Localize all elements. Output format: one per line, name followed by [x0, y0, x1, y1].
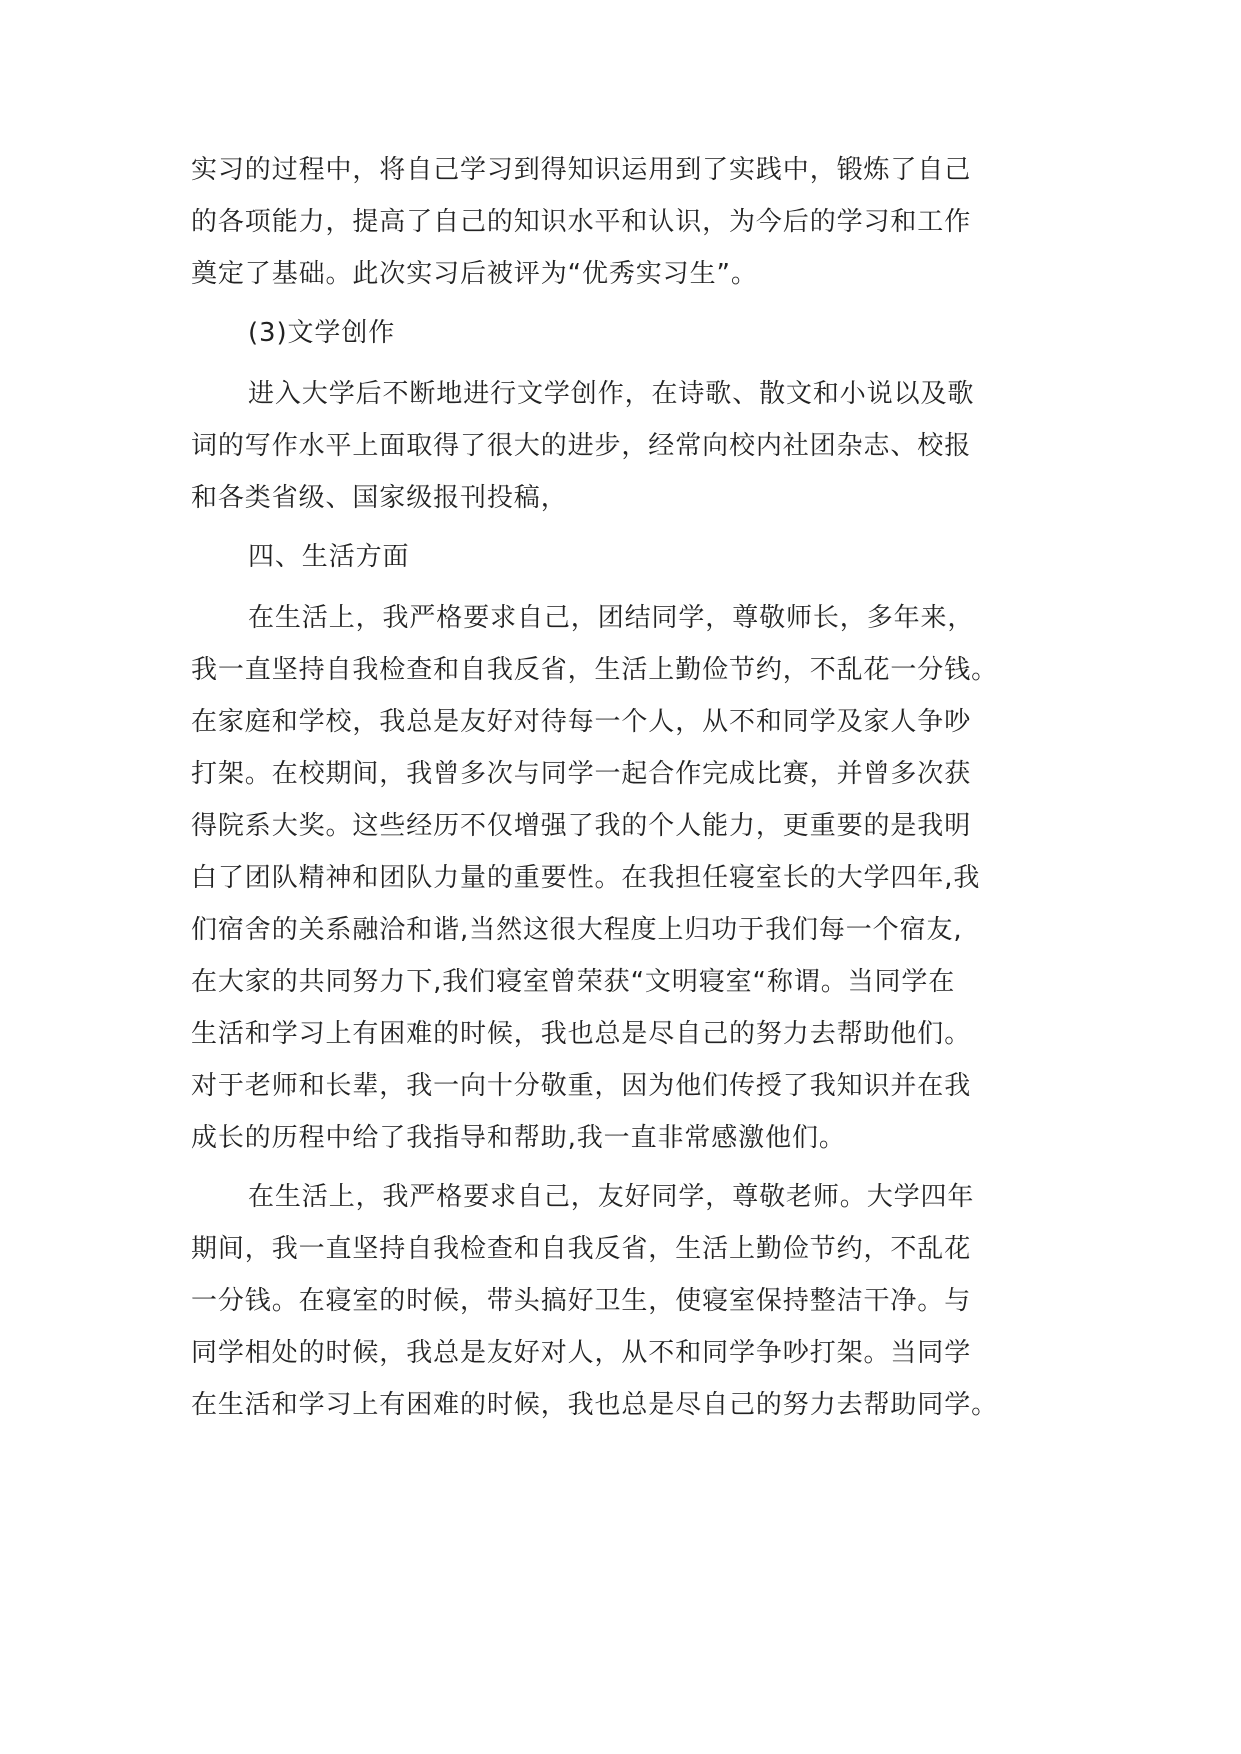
text-line: 的各项能力，提高了自己的知识水平和认识，为今后的学习和工作 — [191, 207, 972, 237]
text-line: 在生活上，我严格要求自己，团结同学，尊敬师长，多年来， — [248, 603, 975, 633]
text-line: 词的写作水平上面取得了很大的进步，经常向校内社团杂志、校报 — [191, 431, 972, 461]
text-line: 和各类省级、国家级报刊投稿， — [191, 483, 568, 513]
text-line: 期间，我一直坚持自我检查和自我反省，生活上勤俭节约，不乱花 — [191, 1234, 972, 1264]
text-line: 对于老师和长辈，我一向十分敬重，因为他们传授了我知识并在我 — [191, 1071, 972, 1101]
section-heading: (3)文学创作 — [248, 318, 396, 348]
text-line: 一分钱。在寝室的时候，带头搞好卫生，使寝室保持整洁干净。与 — [191, 1286, 972, 1316]
text-line: 在大家的共同努力下,我们寝室曾荣获“文明寝室“称谓。当同学在 — [191, 967, 956, 997]
text-line: 在生活和学习上有困难的时候，我也总是尽自己的努力去帮助同学。 — [191, 1390, 999, 1420]
text-line: 成长的历程中给了我指导和帮助,我一直非常感激他们。 — [191, 1123, 846, 1153]
text-line: 我一直坚持自我检查和自我反省，生活上勤俭节约，不乱花一分钱。 — [191, 655, 999, 685]
text-line: 得院系大奖。这些经历不仅增强了我的个人能力，更重要的是我明 — [191, 811, 972, 841]
text-line: 实习的过程中，将自己学习到得知识运用到了实践中，锻炼了自己 — [191, 155, 972, 185]
section-heading: 四、生活方面 — [248, 542, 410, 572]
text-line: 在家庭和学校，我总是友好对待每一个人，从不和同学及家人争吵 — [191, 707, 972, 737]
text-line: 白了团队精神和团队力量的重要性。在我担任寝室长的大学四年,我 — [191, 863, 981, 893]
text-line: 们宿舍的关系融洽和谐,当然这很大程度上归功于我们每一个宿友, — [191, 915, 963, 945]
text-line: 生活和学习上有困难的时候，我也总是尽自己的努力去帮助他们。 — [191, 1019, 972, 1049]
text-line: 同学相处的时候，我总是友好对人，从不和同学争吵打架。当同学 — [191, 1338, 972, 1368]
text-line: 在生活上，我严格要求自己，友好同学，尊敬老师。大学四年 — [248, 1182, 975, 1212]
text-line: 进入大学后不断地进行文学创作，在诗歌、散文和小说以及歌 — [248, 379, 975, 409]
text-line: 奠定了基础。此次实习后被评为“优秀实习生”。 — [191, 259, 758, 289]
text-line: 打架。在校期间，我曾多次与同学一起合作完成比赛，并曾多次获 — [191, 759, 972, 789]
